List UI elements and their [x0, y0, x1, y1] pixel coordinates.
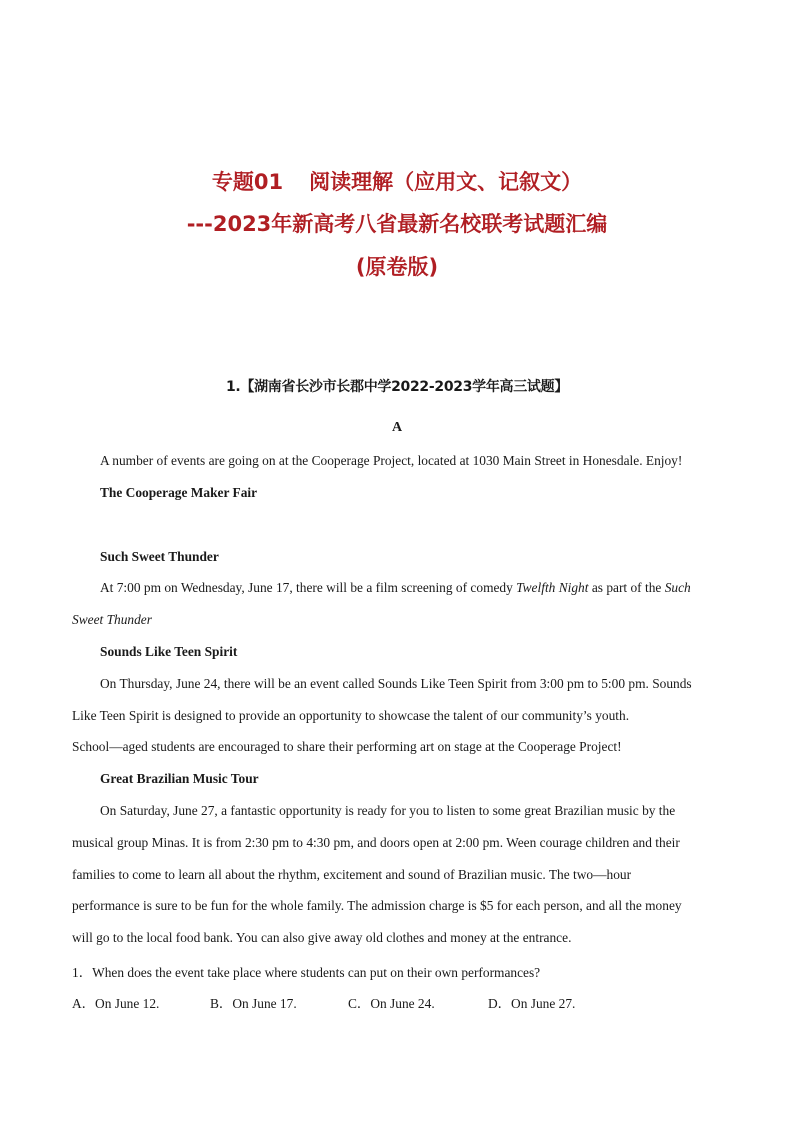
- event-heading-maker-fair: The Cooperage Maker Fair: [100, 485, 258, 500]
- document-title: [0, 166, 794, 196]
- paragraph-teen-spirit-line3: School—aged students are encouraged to share their performing art on stage at the Cooperage Project!: [72, 739, 622, 754]
- paragraph-teen-spirit-line2: Like Teen Spirit is designed to provide an opportunity to showcase the talent of our community’s youth.: [72, 708, 630, 723]
- option-d: D．On June 27.: [488, 996, 576, 1011]
- paragraph-brazilian-line2: musical group Minas. It is from 2:30 pm to 4:30 pm, and doors open at 2:00 pm. Ween courage children and their: [72, 835, 680, 850]
- option-c: C．On June 24.: [348, 996, 435, 1011]
- paragraph-teen-spirit-line1: On Thursday, June 24, there will be an event called Sounds Like Teen Spirit from 3:00 pm to 5:00 pm. Sounds: [100, 676, 692, 691]
- event-heading-teen-spirit: Sounds Like Teen Spirit: [100, 644, 238, 659]
- event-heading-sweet-thunder: Such Sweet Thunder: [100, 549, 219, 564]
- film-title: Twelfth Night: [516, 580, 589, 595]
- option-a: A．On June 12.: [72, 996, 160, 1011]
- paragraph-brazilian-line1: On Saturday, June 27, a fantastic opportunity is ready for you to listen to some great Brazilian music by the: [100, 803, 676, 818]
- part-label: A: [391, 420, 403, 435]
- paragraph-brazilian-line3: families to come to learn all about the rhythm, excitement and sound of Brazilian music. The two—hour: [72, 867, 632, 882]
- option-b: B．On June 17.: [210, 996, 297, 1011]
- title-topic-name: 阅读理解（应用文、记叙文）: [309, 170, 583, 194]
- series-title-continued: Sweet Thunder: [72, 612, 152, 627]
- document-edition: (原卷版): [355, 255, 439, 279]
- text-run: as part of the: [588, 580, 665, 595]
- event-heading-brazilian-tour: Great Brazilian Music Tour: [100, 771, 259, 786]
- document-subtitle: ---2023年新高考八省最新名校联考试题汇编: [186, 212, 608, 236]
- passage-intro: A number of events are going on at the Cooperage Project, located at 1030 Main Street in Honesdale. Enjoy!: [100, 453, 683, 468]
- paragraph-sweet-thunder-line1: [100, 580, 691, 596]
- series-title-part: Such: [664, 580, 691, 595]
- section-label: 1.【湖南省长沙市长郡中学2022-2023学年高三试题】: [225, 379, 569, 395]
- paragraph-brazilian-line4: performance is sure to be fun for the whole family. The admission charge is $5 for each person, and all the money: [72, 898, 682, 913]
- question-1: 1．When does the event take place where students can put on their own performances?: [72, 965, 541, 980]
- text-run: At 7:00 pm on Wednesday, June 17, there will be a film screening of comedy: [100, 580, 517, 595]
- title-topic-number: 专题01: [211, 170, 284, 194]
- paragraph-brazilian-line5: will go to the local food bank. You can also give away old clothes and money at the entrance.: [72, 930, 572, 945]
